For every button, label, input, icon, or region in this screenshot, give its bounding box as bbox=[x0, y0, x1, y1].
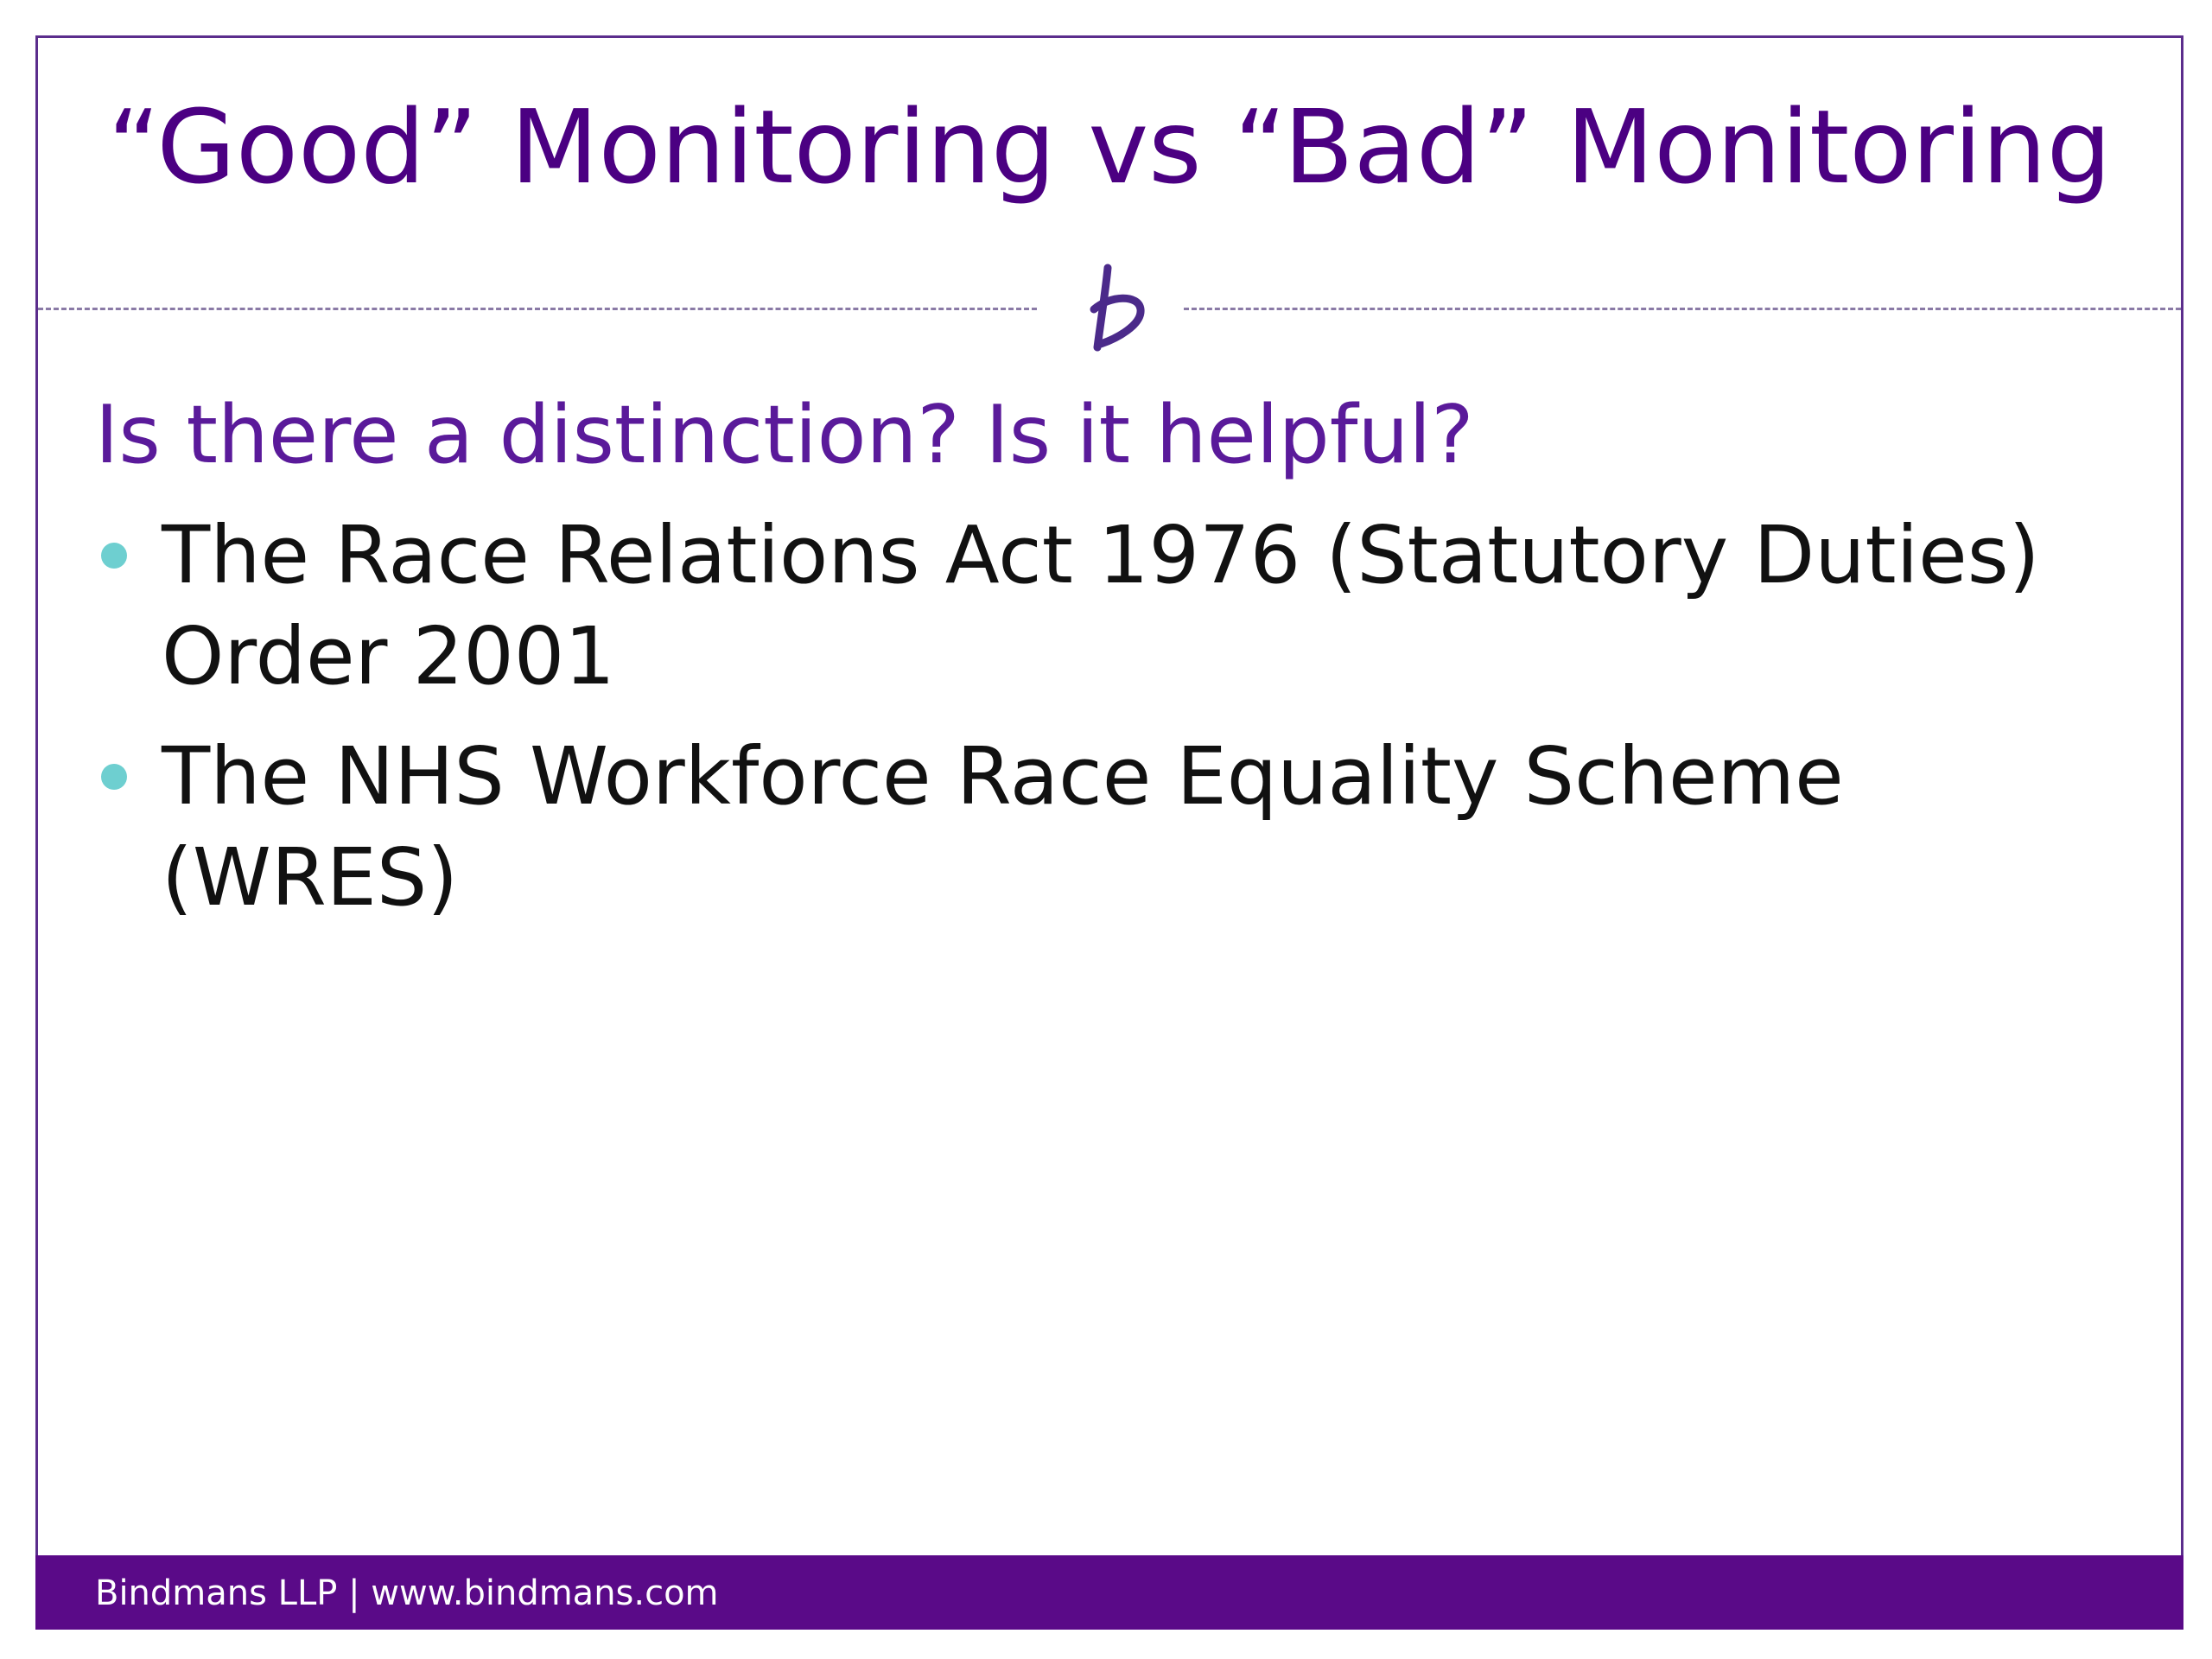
title-divider-left bbox=[38, 308, 1037, 310]
footer-text: Bindmans LLP | www.bindmans.com bbox=[95, 1573, 719, 1613]
bullet-text: The Race Relations Act 1976 (Statutory Duties) Order 2001 bbox=[162, 509, 2040, 702]
bullet-text: The NHS Workforce Race Equality Scheme (WRES) bbox=[162, 730, 1844, 924]
title-divider-right bbox=[1184, 308, 2181, 310]
bindmans-b-logo-icon bbox=[1068, 261, 1154, 356]
footer-bar bbox=[35, 1555, 2183, 1630]
bullet-dot-icon bbox=[101, 764, 127, 790]
bullet-item bbox=[95, 726, 2134, 928]
bullet-dot-icon bbox=[101, 543, 127, 569]
slide-title: “Good” Monitoring vs “Bad” Monitoring bbox=[107, 87, 2112, 207]
slide-subtitle: Is there a distinction? Is it helpful? bbox=[95, 388, 1474, 481]
bullet-list bbox=[95, 505, 2134, 947]
bullet-item bbox=[95, 505, 2134, 707]
